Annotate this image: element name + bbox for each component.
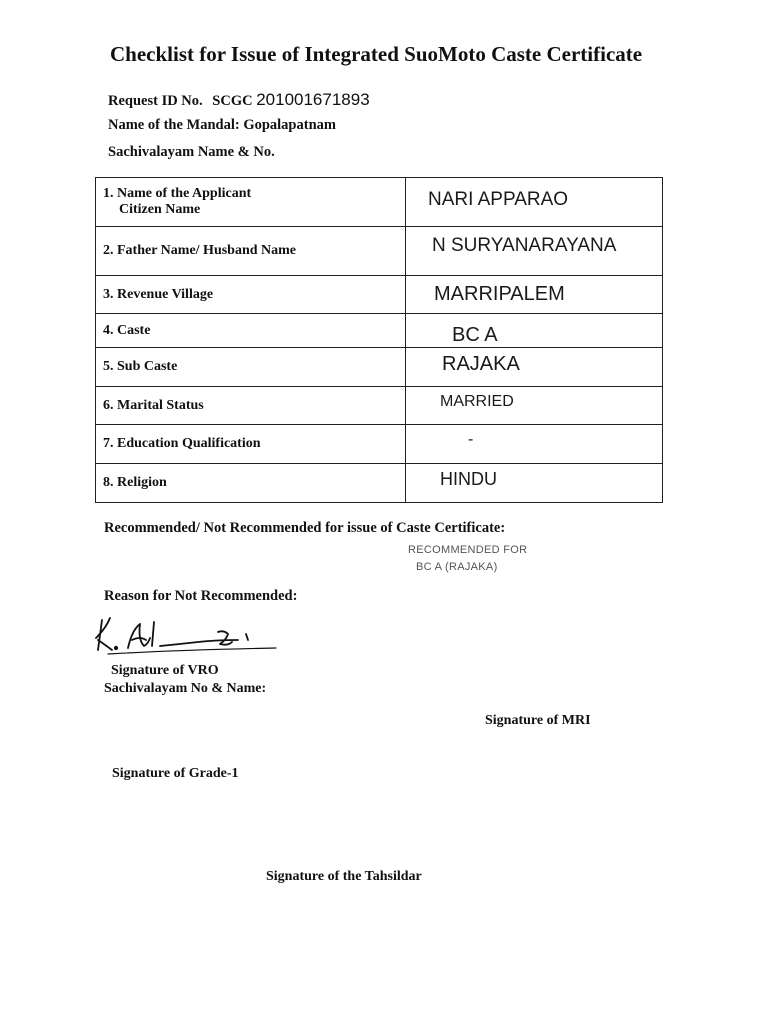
applicant-details-table: [95, 177, 663, 503]
table-row: [96, 178, 663, 227]
table-row: [96, 387, 663, 425]
row-label: [96, 178, 406, 227]
request-id-number: 201001671893: [256, 90, 370, 109]
education-value: -: [468, 431, 474, 448]
row-value: [406, 276, 663, 314]
grade1-signature-label: Signature of Grade-1: [112, 766, 239, 781]
table-row: [96, 276, 663, 314]
vro-signature-label: Signature of VRO: [111, 663, 219, 678]
row-value: [406, 348, 663, 387]
row-label: 8. Religion: [96, 464, 406, 503]
row-label: 4. Caste: [96, 314, 406, 348]
row-label: 2. Father Name/ Husband Name: [96, 227, 406, 276]
table-row: [96, 425, 663, 464]
vro-sachivalayam-label: Sachivalayam No & Name:: [104, 681, 267, 696]
recommendation-value-line1: RECOMMENDED FOR: [408, 544, 528, 556]
table-row: [96, 464, 663, 503]
row-label: 3. Revenue Village: [96, 276, 406, 314]
row-value: [406, 464, 663, 503]
marital-status-value: MARRIED: [440, 392, 514, 410]
row-label: 5. Sub Caste: [96, 348, 406, 387]
row-label: 7. Education Qualification: [96, 425, 406, 464]
reason-not-recommended-label: Reason for Not Recommended:: [104, 588, 298, 604]
row-label: 6. Marital Status: [96, 387, 406, 425]
row-value: [406, 425, 663, 464]
row-label-line1: 1. Name of the Applicant: [103, 186, 252, 201]
request-id-label: Request ID No.: [108, 93, 203, 109]
applicant-name-value: NARI APPARAO: [428, 189, 569, 210]
table-row: [96, 227, 663, 276]
request-id-prefix: SCGC: [212, 93, 253, 109]
sachivalayam-label: Sachivalayam Name & No.: [108, 144, 275, 160]
table-row: [96, 314, 663, 348]
revenue-village-value: MARRIPALEM: [434, 283, 565, 305]
row-label-line2: Citizen Name: [119, 202, 201, 217]
father-name-value: N SURYANARAYANA: [432, 235, 617, 256]
recommendation-label: Recommended/ Not Recommended for issue of Caste Certificate:: [104, 520, 506, 536]
row-value: [406, 314, 663, 348]
document-title: Checklist for Issue of Integrated SuoMoto Caste Certificate: [110, 42, 643, 66]
sub-caste-value: RAJAKA: [442, 352, 520, 375]
table-row: [96, 348, 663, 387]
tahsildar-signature-label: Signature of the Tahsildar: [266, 869, 422, 884]
vro-signature-image: [88, 610, 288, 660]
recommendation-value-line2: BC A (RAJAKA): [416, 561, 498, 573]
caste-value: BC A: [452, 324, 498, 346]
mandal-label: Name of the Mandal: Gopalapatnam: [108, 117, 336, 133]
religion-value: HINDU: [440, 468, 497, 489]
mri-signature-label: Signature of MRI: [485, 713, 591, 728]
row-value: [406, 387, 663, 425]
row-value: [406, 178, 663, 227]
row-value: [406, 227, 663, 276]
request-id-line: [108, 90, 370, 110]
